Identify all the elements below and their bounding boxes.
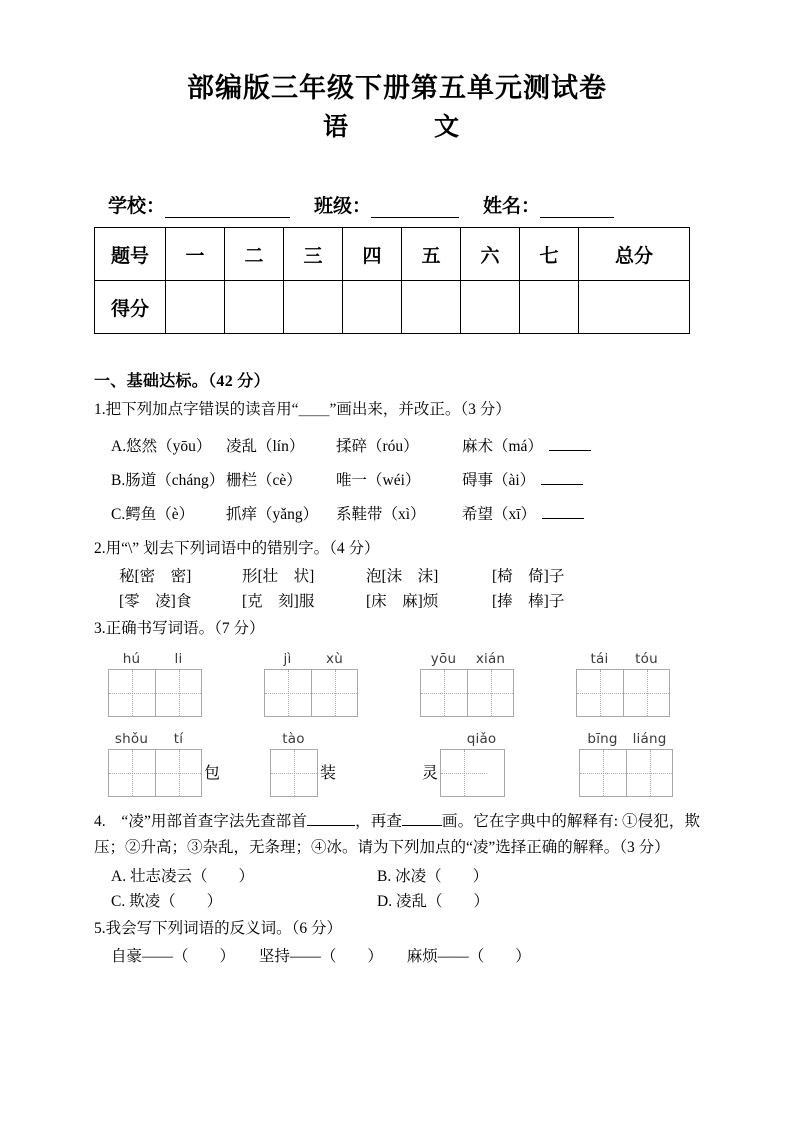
score-cell-6[interactable]: [461, 281, 520, 334]
section-heading-1: 一、基础达标。（42 分）: [94, 373, 270, 390]
tianzige-cell[interactable]: [271, 750, 317, 796]
q1-a-item-0: A.悠然（yōu）: [111, 438, 212, 456]
q2-r2-item-2[interactable]: [床 麻]烦: [366, 593, 439, 611]
score-col-6: 六: [461, 228, 520, 281]
question-1-option-a: [94, 434, 700, 456]
pinyin-syllable: jì: [283, 651, 292, 668]
class-blank[interactable]: [371, 200, 459, 218]
pinyin-taitou: [576, 651, 670, 667]
q1-b-item-1: 栅栏（cè）: [226, 472, 302, 490]
q4-part-2: ，再查: [355, 813, 402, 831]
class-label: 班级：: [314, 196, 372, 217]
pinyin-syllable: xián: [475, 651, 506, 668]
tianzige-boxes[interactable]: [440, 749, 505, 797]
pinyin-tao: [270, 731, 318, 747]
page-title: 部编版三年级下册第五单元测试卷: [187, 73, 607, 103]
q1-a-answer-blank[interactable]: [549, 436, 591, 451]
question-5-items: [94, 944, 700, 966]
q1-a-item-2: 揉碎（róu）: [336, 438, 419, 456]
q2-r1-item-2[interactable]: 泡[沫 沫]: [366, 568, 439, 586]
q1-a-item-1: 凌乱（lín）: [226, 438, 305, 456]
q4-option-b[interactable]: B. 冰凌（ ）: [377, 867, 489, 885]
grid-suffix-char: 装: [320, 765, 337, 783]
grid-prefix-char: 灵: [422, 765, 439, 783]
pinyin-syllable: tào: [282, 731, 305, 748]
q2-r1-item-0[interactable]: 秘[密 密]: [119, 568, 192, 586]
q5-item-2[interactable]: 麻烦——（ ）: [406, 947, 531, 965]
score-col-5: 五: [402, 228, 461, 281]
pinyin-syllable: tí: [173, 731, 184, 748]
score-cell-4[interactable]: [343, 281, 402, 334]
q1-b-item-2: 唯一（wéi）: [336, 472, 421, 490]
tianzige-cell[interactable]: [421, 670, 467, 716]
tianzige-boxes[interactable]: [579, 749, 673, 797]
q1-c-answer-blank[interactable]: [542, 504, 584, 519]
pinyin-syllable: liáng: [632, 731, 667, 748]
pinyin-syllable: shǒu: [114, 731, 149, 748]
q1-c-item-2: 系鞋带（xì）: [336, 506, 426, 524]
pinyin-syllable: xù: [326, 651, 343, 668]
pinyin-shouti: [108, 731, 202, 747]
grid-group-shouti-bao: [108, 731, 222, 797]
tianzige-boxes[interactable]: [264, 669, 358, 717]
tianzige-boxes[interactable]: [108, 669, 202, 717]
pinyin-syllable: yōu: [430, 651, 457, 668]
q4-part-3: 画。它在字典中的解释有: ①侵犯，欺压；②升高；③杂乱，无条理；④冰。请为下列加点的“凌”选择正确的解释。（3 分）: [94, 813, 700, 857]
q2-r2-item-3[interactable]: [捧 棒]子: [492, 593, 565, 611]
q4-option-a[interactable]: A. 壮志凌云（ ）: [111, 867, 254, 885]
q2-r2-item-1[interactable]: [克 刻]服: [242, 593, 315, 611]
q4-radical-blank[interactable]: [307, 811, 355, 826]
pinyin-qiao: [440, 731, 505, 747]
pinyin-syllable: hú: [122, 651, 141, 668]
grid-group-youxian: [420, 651, 514, 717]
score-table: [94, 227, 690, 334]
score-cell-3[interactable]: [284, 281, 343, 334]
score-col-1: 一: [166, 228, 225, 281]
score-cell-2[interactable]: [225, 281, 284, 334]
grid-group-ling-qiao: [420, 731, 505, 797]
q1-b-item-0: B.肠道（cháng）: [111, 472, 225, 490]
tianzige-cell[interactable]: [109, 670, 155, 716]
grid-group-tao-zhuang: [270, 731, 338, 797]
exam-body: [94, 368, 700, 966]
tianzige-boxes[interactable]: [270, 749, 318, 797]
tianzige-cell[interactable]: [441, 750, 487, 796]
student-info-line: [94, 191, 700, 218]
pinyin-huli: [108, 651, 202, 667]
name-label: 姓名：: [483, 196, 541, 217]
score-cell-total[interactable]: [579, 281, 690, 334]
question-2-row-2: [94, 589, 700, 611]
q4-strokes-blank[interactable]: [402, 811, 442, 826]
question-5-text: 5.我会写下列词语的反义词。（6 分）: [94, 919, 343, 937]
pinyin-syllable: tóu: [635, 651, 658, 668]
name-blank[interactable]: [540, 200, 614, 218]
school-label: 学校：: [108, 196, 166, 217]
table-row-header: [95, 228, 690, 281]
table-row-score: [95, 281, 690, 334]
tianzige-cell[interactable]: [626, 750, 672, 796]
score-col-total: 总分: [579, 228, 690, 281]
grid-group-bingliang: [579, 731, 673, 797]
q1-a-item-3: 麻术（má）: [462, 434, 591, 456]
grid-group-jixu: [264, 651, 358, 717]
question-4-options-row-2: [94, 889, 700, 911]
q2-r2-item-0[interactable]: [零 凌]食: [119, 593, 192, 611]
score-cell-1[interactable]: [166, 281, 225, 334]
tianzige-cell[interactable]: [155, 750, 201, 796]
question-2-row-1: [94, 564, 700, 586]
pinyin-syllable: tái: [590, 651, 609, 668]
q1-c-item-3: 希望（xī）: [462, 502, 584, 524]
q1-c-item-1: 抓痒（yǎng）: [226, 506, 319, 524]
score-col-4: 四: [343, 228, 402, 281]
writing-grid-row-2: [108, 731, 700, 797]
name-field[interactable]: [483, 191, 614, 218]
score-col-2: 二: [225, 228, 284, 281]
q5-item-0[interactable]: 自豪——（ ）: [111, 947, 236, 965]
score-cell-7[interactable]: [520, 281, 579, 334]
writing-grid-row-1: [108, 651, 700, 717]
q4-option-c[interactable]: C. 欺凌（ ）: [111, 892, 223, 910]
q2-r1-item-3[interactable]: [椅 倚]子: [492, 568, 565, 586]
tianzige-cell[interactable]: [155, 670, 201, 716]
score-col-7: 七: [520, 228, 579, 281]
school-blank[interactable]: [165, 200, 290, 218]
q1-b-answer-blank[interactable]: [541, 470, 583, 485]
question-3-text: 3.正确书写词语。（7 分）: [94, 620, 265, 638]
tianzige-boxes[interactable]: [108, 749, 202, 797]
grid-group-taitou: [576, 651, 670, 717]
tianzige-cell[interactable]: [623, 670, 669, 716]
pinyin-syllable: li: [174, 651, 183, 668]
grid-group-huli: [108, 651, 202, 717]
score-table-head-label: 题号: [95, 228, 166, 281]
question-1-option-b: [94, 468, 700, 490]
tianzige-cell[interactable]: [467, 670, 513, 716]
q5-item-1[interactable]: 坚持——（ ）: [258, 947, 383, 965]
tianzige-cell[interactable]: [580, 750, 626, 796]
q1-c-item-0: C.鳄鱼（è）: [111, 506, 195, 524]
question-1-text: 1.把下列加点字错误的读音用“＿＿”画出来，并改正。（3 分）: [94, 401, 511, 418]
pinyin-syllable: bīng: [587, 731, 618, 748]
class-field[interactable]: [314, 191, 483, 218]
q4-part-1: 4. “凌”用部首查字法先查部首: [94, 813, 308, 831]
question-4-text: [94, 809, 700, 860]
score-cell-5[interactable]: [402, 281, 461, 334]
tianzige-boxes[interactable]: [576, 669, 670, 717]
q4-option-d[interactable]: D. 凌乱（ ）: [377, 892, 489, 910]
tianzige-cell[interactable]: [109, 750, 155, 796]
score-col-3: 三: [284, 228, 343, 281]
pinyin-bingliang: [579, 731, 673, 747]
q2-r1-item-1[interactable]: 形[壮 状]: [242, 568, 315, 586]
question-1-option-c: [94, 502, 700, 524]
tianzige-cell[interactable]: [265, 670, 311, 716]
tianzige-cell[interactable]: [311, 670, 357, 716]
pinyin-syllable: qiǎo: [466, 731, 497, 748]
tianzige-boxes[interactable]: [420, 669, 514, 717]
pinyin-jixu: [264, 651, 358, 667]
grid-suffix-char: 包: [204, 765, 221, 783]
tianzige-cell[interactable]: [577, 670, 623, 716]
pinyin-youxian: [420, 651, 514, 667]
question-4-options-row-1: [94, 864, 700, 886]
writing-grid-area: [94, 651, 700, 797]
school-field[interactable]: [108, 191, 314, 218]
q1-b-item-3: 碍事（ài）: [462, 468, 583, 490]
page-subtitle: 语 文: [322, 113, 471, 141]
question-2-text: 2.用“\” 划去下列词语中的错别字。（4 分）: [94, 540, 380, 558]
score-table-score-label: 得分: [95, 281, 166, 334]
